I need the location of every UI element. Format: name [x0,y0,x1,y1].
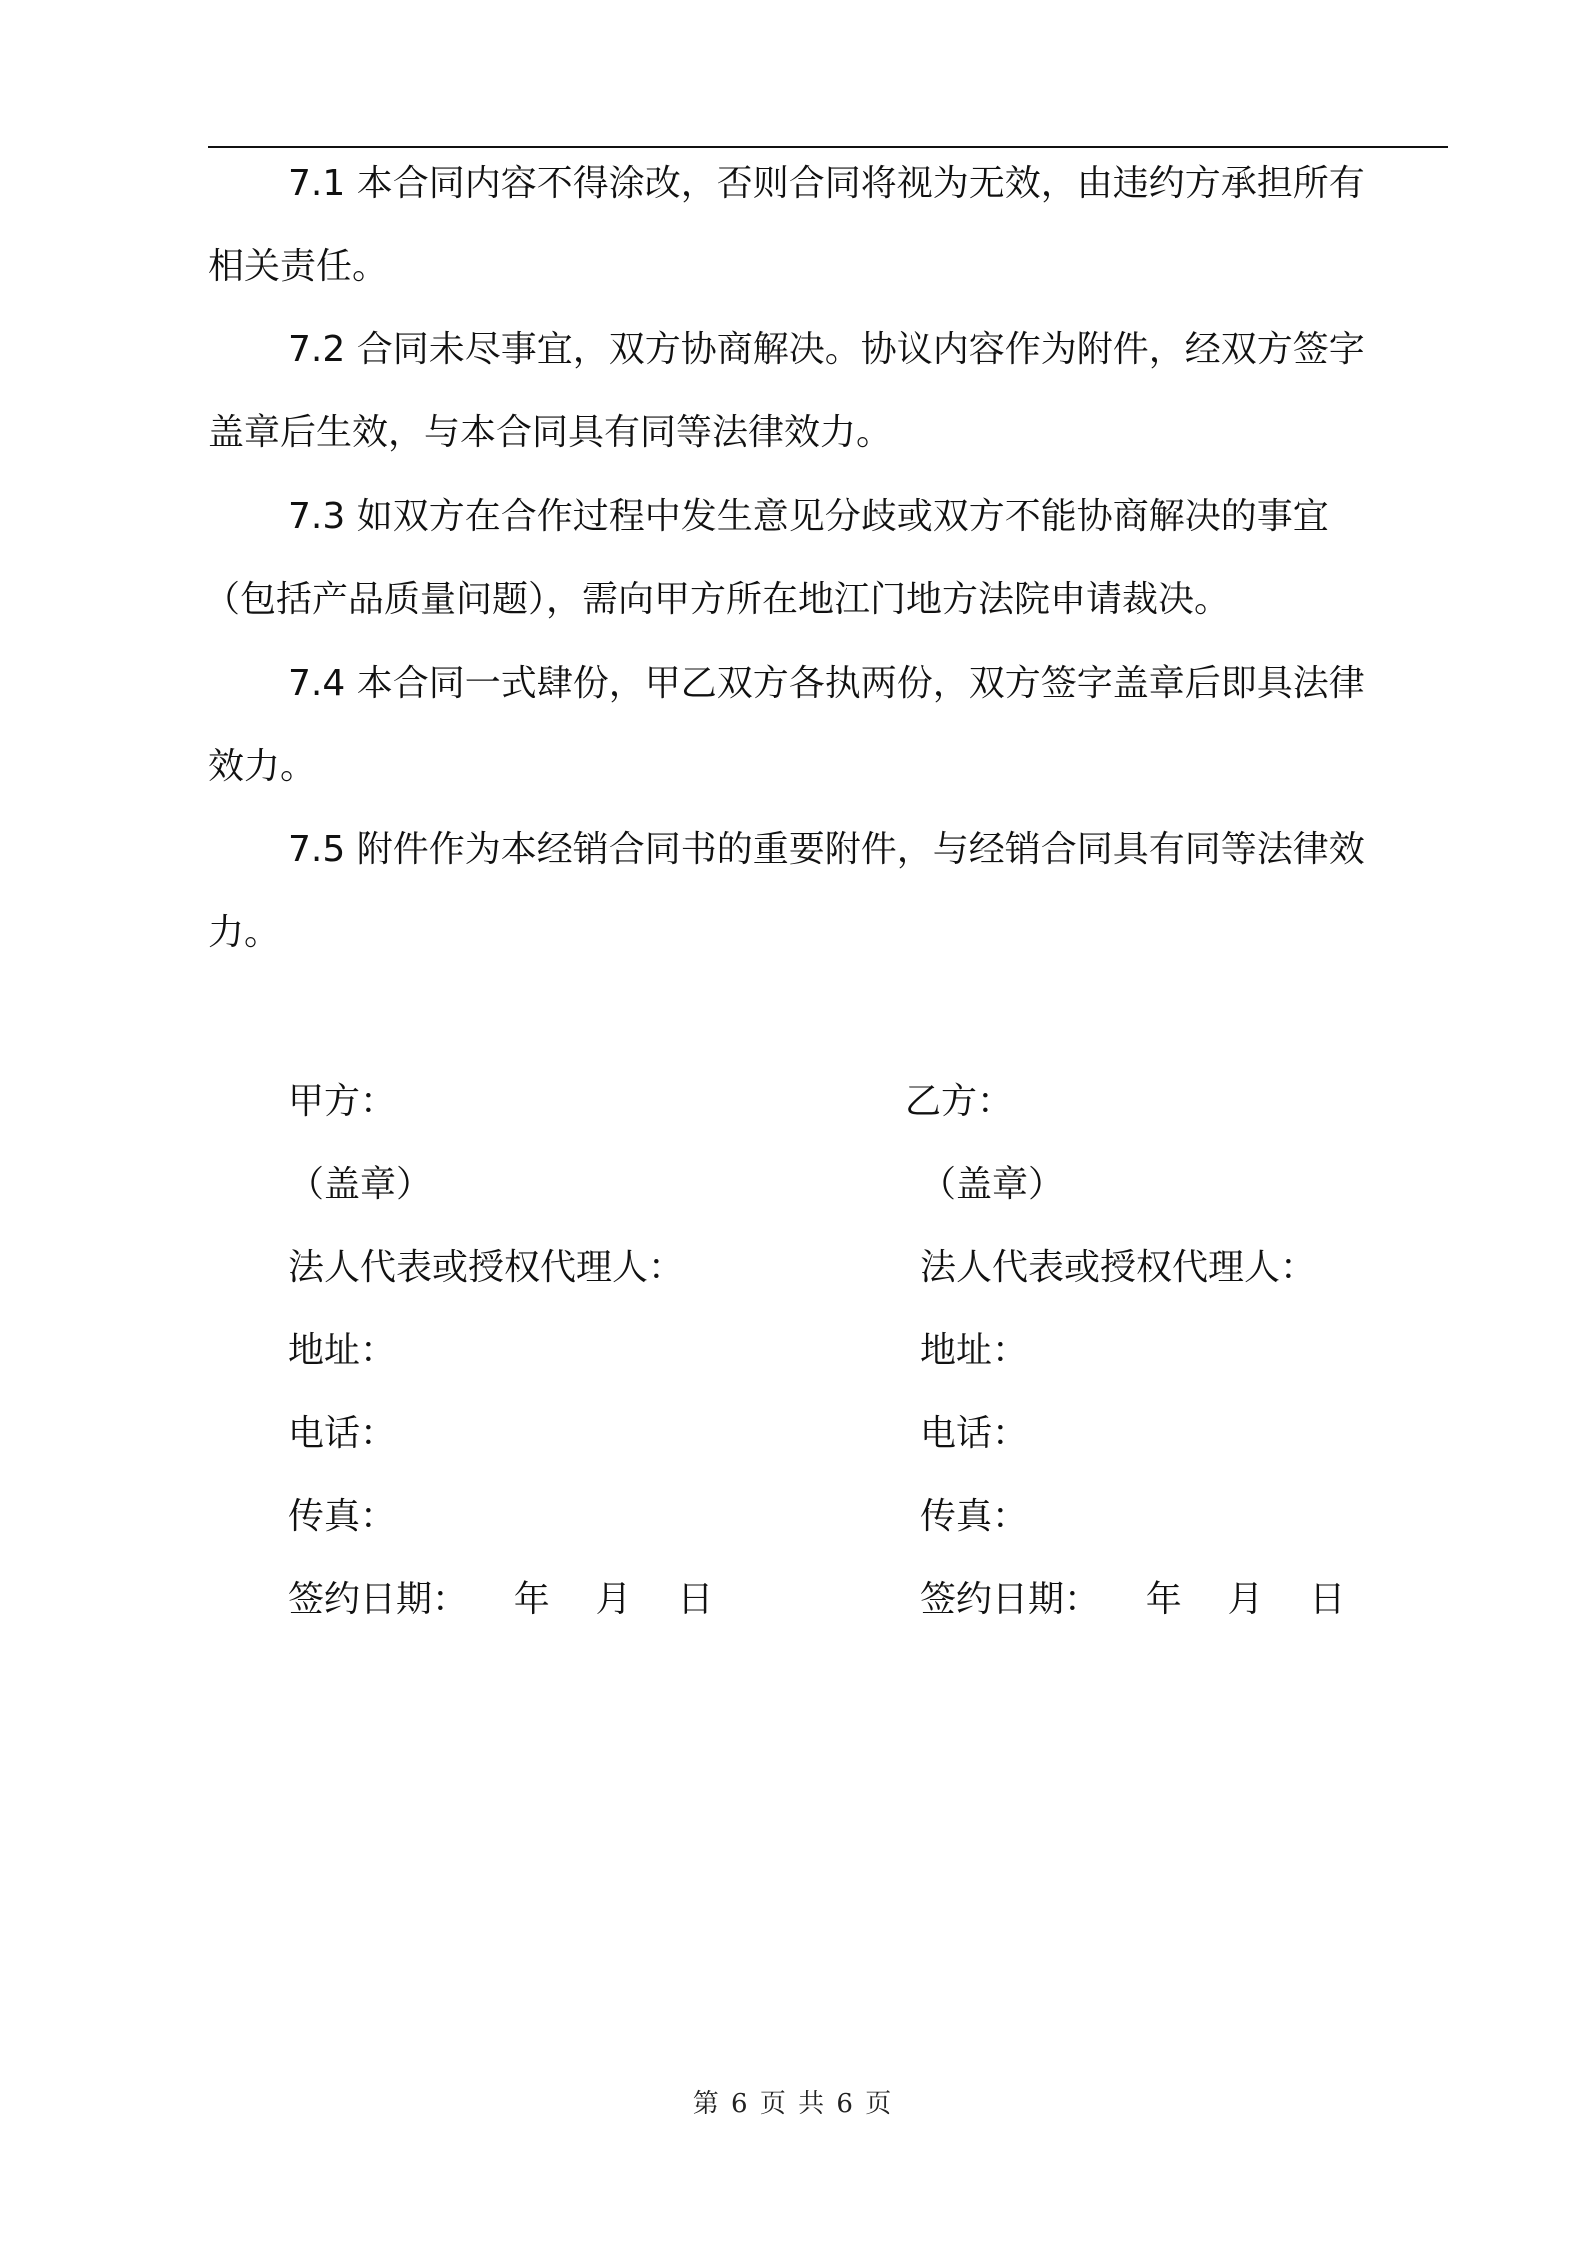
clause-7-5 [208,829,1458,953]
party-b-phone: 电话： [920,1413,1029,1454]
party-b-address: 地址： [920,1330,1029,1371]
clause-line: 7.4 本合同一式肆份，甲乙双方各执两份，双方签字盖章后即具法律 [288,663,1365,704]
clause-continuation: 效力。 [208,746,317,787]
clause-line: 7.3 如双方在合作过程中发生意见分歧或双方不能协商解决的事宜 [288,496,1329,537]
party-b-representative: 法人代表或授权代理人： [920,1247,1317,1288]
party-b-seal: （盖章） [920,1164,1065,1205]
party-b-fax: 传真： [920,1496,1029,1537]
clause-7-1 [208,163,1458,287]
party-a-title: 甲方： [288,1081,397,1122]
page-number-footer: 第 6 页 共 6 页 [692,2089,894,2119]
party-a-phone: 电话： [288,1413,397,1454]
party-a-sign-date: 签约日期： 年 月 日 [288,1579,714,1620]
clause-continuation: 力。 [208,912,281,953]
clause-line: 7.5 附件作为本经销合同书的重要附件，与经销合同具有同等法律效 [288,829,1365,870]
clause-line: 7.1 本合同内容不得涂改，否则合同将视为无效，由违约方承担所有 [288,163,1365,204]
party-a-representative: 法人代表或授权代理人： [288,1247,685,1288]
party-b-sign-date: 签约日期： 年 月 日 [920,1579,1346,1620]
party-a-seal: （盖章） [288,1164,433,1205]
clause-line: 7.2 合同未尽事宜，双方协商解决。协议内容作为附件，经双方签字 [288,329,1365,370]
party-a-fax: 传真： [288,1496,397,1537]
clause-7-2 [208,329,1458,453]
clause-7-3 [204,496,1458,620]
party-a-address: 地址： [288,1330,397,1371]
clause-continuation: （包括产品质量问题），需向甲方所在地江门地方法院申请裁决。 [204,579,1231,620]
clause-continuation: 盖章后生效，与本合同具有同等法律效力。 [208,412,893,453]
header-rule [208,146,1448,148]
clause-7-4 [208,663,1458,787]
party-b-title: 乙方： [905,1081,1014,1122]
clause-continuation: 相关责任。 [208,246,389,287]
